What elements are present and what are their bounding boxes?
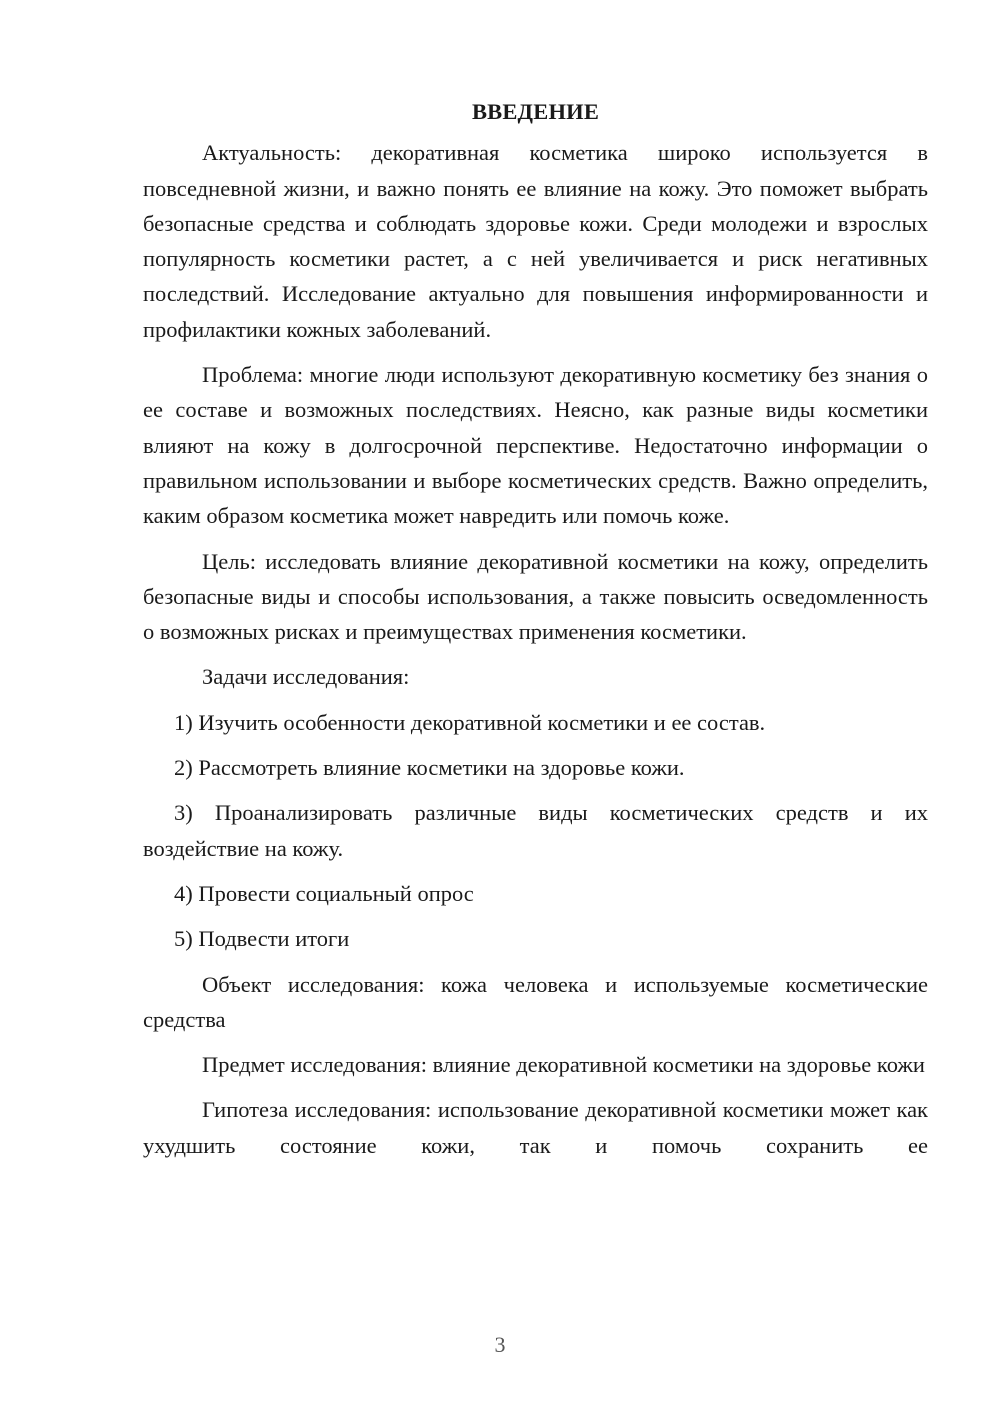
- goal-paragraph: Цель: исследовать влияние декоративной косметики на кожу, определить безопасные виды и способы использования, а также повысить осведомленность о возможных рисках и преимуществах применения косметики.: [143, 548, 928, 645]
- task-item-3: 3) Проанализировать различные виды косметических средств и их воздействие на кожу.: [143, 800, 928, 861]
- task-item-2: 2) Рассмотреть влияние косметики на здоровье кожи.: [174, 755, 685, 781]
- task-item-4: 4) Провести социальный опрос: [174, 880, 474, 906]
- page-content: [143, 94, 928, 1163]
- subject-paragraph: Предмет исследования: влияние декоративной косметики на здоровье кожи: [202, 1052, 925, 1078]
- page-number: 3: [494, 1332, 506, 1357]
- hypothesis-paragraph: Гипотеза исследования: использование декоративной косметики может как ухудшить состояние кожи, так и помочь сохранить ее: [143, 1097, 928, 1158]
- relevance-paragraph: Актуальность: декоративная косметика широко используется в повседневной жизни, и важно понять ее влияние на кожу. Это поможет выбрать безопасные средства и соблюдать здоровье кожи. Среди молодежи и взрослых популярность косметики растет, а с ней увеличивается и риск негативных последствий. Исследование актуально для повышения информированности и профилактики кожных заболеваний.: [143, 140, 928, 342]
- task-item-1: 1) Изучить особенности декоративной косметики и ее состав.: [174, 709, 766, 735]
- section-title: ВВЕДЕНИЕ: [471, 99, 600, 124]
- task-item-5: 5) Подвести итоги: [174, 926, 350, 952]
- problem-paragraph: Проблема: многие люди используют декоративную косметику без знания о ее составе и возможных последствиях. Неясно, как разные виды косметики влияют на кожу в долгосрочной перспективе. Недостаточно информации о правильном использовании и выборе косметических средств. Важно определить, каким образом косметика может навредить или помочь коже.: [143, 362, 928, 529]
- object-paragraph: Объект исследования: кожа человека и используемые косметические средства: [143, 971, 928, 1032]
- tasks-heading: Задачи исследования:: [202, 664, 410, 690]
